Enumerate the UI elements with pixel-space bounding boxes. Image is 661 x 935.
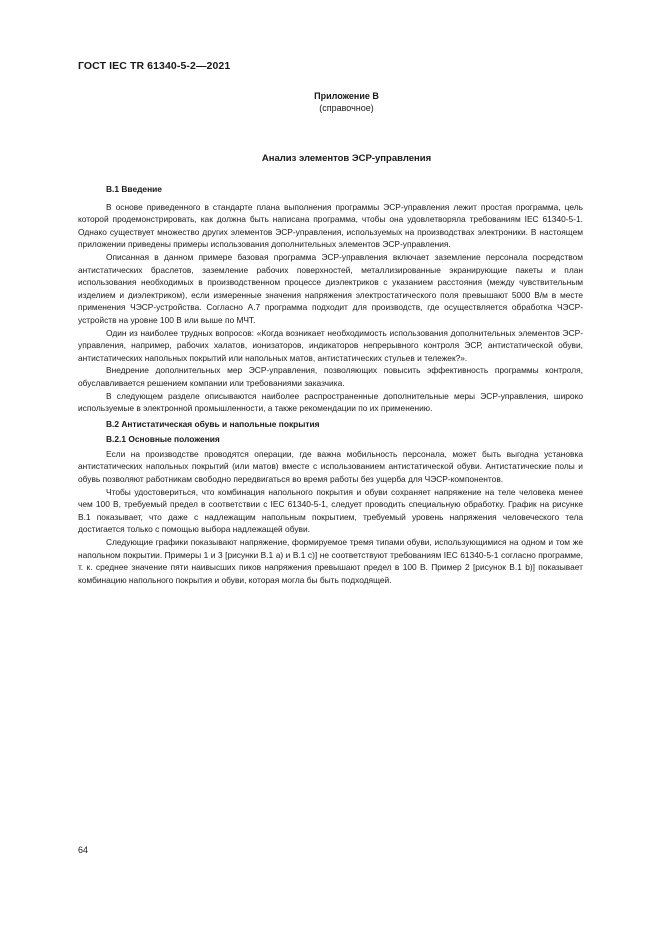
appendix-subtitle: (справочное) — [319, 103, 374, 113]
paragraph: Описанная в данном примере базовая программа ЭСР-управления включает заземление персонала посредством антистатических браслетов, заземление рабочих поверхностей, металлизированные экранирующие пакеты и план использования необходимых в производственном процессе диэлектриков с указанием расстояния (между чувствительным изделием и диэлектриком), если измеренные значения напряжения электростатического поля превышают 5000 В/м в месте применения ЧЭСР-устройства. Согласно А.7 программа подходит для производств, где осуществляется обработка ЧЭСР-устройств на уровне 100 В или выше по МЧТ. — [78, 251, 583, 325]
section-heading-b21: В.2.1 Основные положения — [106, 434, 220, 445]
paragraph: В следующем разделе описываются наиболее распространенные дополнительные меры ЭСР-управления, широко используемые в электронной промышленности, а также рекомендации по их применению. — [78, 390, 583, 414]
document-body — [78, 183, 583, 586]
section-heading-b2: В.2 Антистатическая обувь и напольные покрытия — [106, 418, 320, 429]
paragraph: Если на производстве проводятся операции, где важна мобильность персонала, может быть выгодна установка антистатических напольных покрытий (или матов) вместе с использованием антистатической обуви. Антистатические полы и обувь позволяют работникам свободно передвигаться во время работы без ущерба для ЧЭСР-компонентов. — [78, 448, 583, 485]
page-number: 64 — [78, 845, 89, 855]
document-title: Анализ элементов ЭСР-управления — [261, 153, 432, 164]
paragraph: В основе приведенного в стандарте плана выполнения программы ЭСР-управления лежит простая программа, цель которой продемонстрировать, как должна быть написана программа, чтобы она удовлетворяла требованиям IEC 61340-5-1. Однако существует множество других элементов ЭСР-управления, используемых на производствах электроники. В настоящем приложении приведены примеры использования дополнительных элементов ЭСР-управления. — [78, 201, 583, 250]
paragraph: Внедрение дополнительных мер ЭСР-управления, позволяющих повысить эффективность программы контроля, обуславливается решением компании или требованиями заказчика. — [78, 365, 583, 388]
paragraph: Следующие графики показывают напряжение, формируемое тремя типами обуви, использующимися на одном и том же напольном покрытии. Примеры 1 и 3 [рисунки В.1 а) и В.1 с)] не соответствуют требованиям IEC 61340-5-1 согласно программе, т. к. среднее значение пяти наивысших пиков напряжения превышают предел в 100 В. Пример 2 [рисунок В.1 b)] показывает комбинацию напольного покрытия и обуви, которая могла бы быть подходящей. — [78, 537, 583, 585]
paragraph: Один из наиболее трудных вопросов: «Когда возникает необходимость использования дополнительных элементов ЭСР-управления, например, рабочих халатов, ионизаторов, индикаторов непрерывного контроля ЭСР, антистатической обуви, антистатических напольных покрытий или напольных матов, антистатических стульев и тележек?». — [78, 327, 583, 363]
paragraph: Чтобы удостовериться, что комбинация напольного покрытия и обуви сохраняет напряжение на теле человека менее чем 100 В, требуемый предел в соответствии с IEC 61340-5-1, следует проводить специальную обработку. График на рисунке В.1 показывает, что даже с надлежащим напольным покрытием, требуемый уровень напряжения человеческого тела достигается только с помощью выбора надлежащей обуви. — [78, 486, 583, 535]
appendix-label — [0, 90, 661, 114]
appendix-title: Приложение В — [314, 91, 379, 101]
standard-code-header: ГОСТ IEC TR 61340-5-2—2021 — [78, 60, 231, 72]
section-heading-b1: В.1 Введение — [106, 184, 162, 194]
